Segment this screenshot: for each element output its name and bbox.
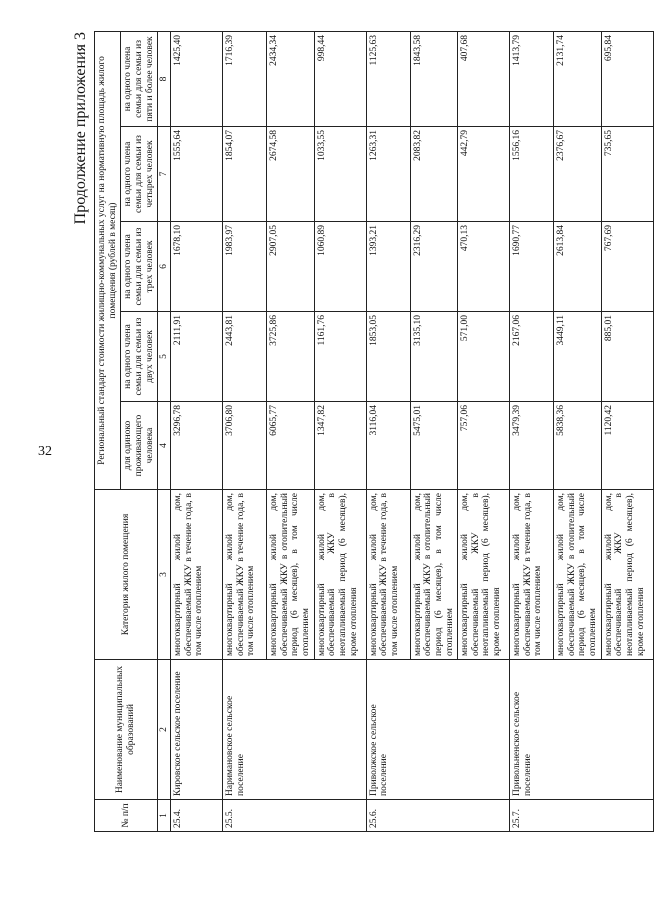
header-num: № п/п — [95, 800, 158, 832]
col-number: 7 — [158, 127, 171, 222]
cost-value: 571,00 — [458, 312, 510, 402]
header-col-two: на одного члена семьи для семьи из двух человек — [121, 312, 158, 402]
cost-value: 2443,81 — [223, 312, 267, 402]
cost-value: 2674,58 — [267, 127, 315, 222]
cost-value: 1983,97 — [223, 222, 267, 312]
housing-category: многоквартирный жилой дом, обеспечиваемый ЖКУ в неотапливаемый период (6 месяцев), кроме отопления — [314, 490, 366, 660]
cost-value: 2131,74 — [554, 31, 602, 126]
header-standard: Региональный стандарт стоимости жилищно-коммунальных услуг на нормативную площадь жилого помещения (рублей в месяц) — [95, 31, 121, 489]
table-row — [171, 31, 223, 831]
cost-value: 6065,77 — [267, 402, 315, 490]
cost-value: 1393,21 — [366, 222, 410, 312]
tariff-table — [94, 31, 654, 832]
cost-value: 1060,89 — [314, 222, 366, 312]
municipality-name: Приволжское сельское поселение — [366, 660, 510, 800]
cost-value: 3706,80 — [223, 402, 267, 490]
cost-value: 5475,01 — [410, 402, 458, 490]
cost-value: 735,65 — [601, 127, 653, 222]
municipality-name: Кировское сельское поселение — [171, 660, 223, 800]
cost-value: 1413,79 — [510, 31, 554, 126]
cost-value: 695,84 — [601, 31, 653, 126]
housing-category: многоквартирный жилой дом, обеспечиваемый ЖКУ в течение года, в том числе отоплением — [171, 490, 223, 660]
cost-value: 1555,64 — [171, 127, 223, 222]
row-number: 25.7. — [510, 800, 654, 832]
cost-value: 2083,82 — [410, 127, 458, 222]
cost-value: 2167,06 — [510, 312, 554, 402]
cost-value: 1690,77 — [510, 222, 554, 312]
cost-value: 5838,36 — [554, 402, 602, 490]
table-row — [366, 31, 410, 831]
municipality-name: Наримановское сельское поселение — [223, 660, 367, 800]
cost-value: 1125,63 — [366, 31, 410, 126]
header-municipality: Наименование муниципальных образований — [95, 660, 158, 800]
cost-value: 3296,78 — [171, 402, 223, 490]
continuation-label: Продолжение приложения 3 — [72, 32, 89, 225]
cost-value: 2434,34 — [267, 31, 315, 126]
cost-value: 3449,11 — [554, 312, 602, 402]
header-category: Категория жилого помещения — [95, 490, 158, 660]
page-number: 32 — [38, 444, 52, 459]
housing-category: многоквартирный жилой дом, обеспечиваемый ЖКУ в течение года, в том числе отоплением — [510, 490, 554, 660]
table-body — [171, 31, 654, 831]
row-number: 25.5. — [223, 800, 367, 832]
cost-value: 1843,58 — [410, 31, 458, 126]
col-number: 5 — [158, 312, 171, 402]
cost-value: 1263,31 — [366, 127, 410, 222]
row-number: 25.4. — [171, 800, 223, 832]
cost-value: 2907,05 — [267, 222, 315, 312]
cost-value: 442,79 — [458, 127, 510, 222]
housing-category: многоквартирный жилой дом, обеспечиваемый ЖКУ в отопительный период (6 месяцев), в том числе отоплением — [410, 490, 458, 660]
cost-value: 1853,05 — [366, 312, 410, 402]
rotated-page-content — [72, 32, 646, 832]
housing-category: многоквартирный жилой дом, обеспечиваемый ЖКУ в отопительный период (6 месяцев), в том числе отоплением — [554, 490, 602, 660]
housing-category: многоквартирный жилой дом, обеспечиваемый ЖКУ в течение года, в том числе отоплением — [223, 490, 267, 660]
header-col-five: на одного члена семьи для семьи из пяти и более человек — [121, 31, 158, 126]
cost-value: 1425,40 — [171, 31, 223, 126]
cost-value: 767,69 — [601, 222, 653, 312]
cost-value: 1678,10 — [171, 222, 223, 312]
col-number: 3 — [158, 490, 171, 660]
cost-value: 3479,39 — [510, 402, 554, 490]
cost-value: 2376,67 — [554, 127, 602, 222]
municipality-name: Привольненское сельское поселение — [510, 660, 654, 800]
cost-value: 885,01 — [601, 312, 653, 402]
cost-value: 2316,29 — [410, 222, 458, 312]
cost-value: 407,68 — [458, 31, 510, 126]
cost-value: 1347,82 — [314, 402, 366, 490]
col-number: 8 — [158, 31, 171, 126]
row-number: 25.6. — [366, 800, 510, 832]
cost-value: 757,06 — [458, 402, 510, 490]
cost-value: 1033,55 — [314, 127, 366, 222]
col-number: 1 — [158, 800, 171, 832]
cost-value: 1161,76 — [314, 312, 366, 402]
cost-value: 1716,39 — [223, 31, 267, 126]
cost-value: 3725,86 — [267, 312, 315, 402]
cost-value: 1120,42 — [601, 402, 653, 490]
cost-value: 1556,16 — [510, 127, 554, 222]
housing-category: многоквартирный жилой дом, обеспечиваемый ЖКУ в отопительный период (6 месяцев), в том числе отоплением — [267, 490, 315, 660]
header-col-four: на одного члена семьи для семьи из четырех человек — [121, 127, 158, 222]
cost-value: 470,13 — [458, 222, 510, 312]
cost-value: 2111,91 — [171, 312, 223, 402]
housing-category: многоквартирный жилой дом, обеспечиваемый ЖКУ в течение года, в том числе отоплением — [366, 490, 410, 660]
col-number: 2 — [158, 660, 171, 800]
cost-value: 3135,10 — [410, 312, 458, 402]
cost-value: 2613,84 — [554, 222, 602, 312]
header-col-three: на одного члена семьи для семьи из трех человек — [121, 222, 158, 312]
header-col-single: для одиноко проживающего человека — [121, 402, 158, 490]
housing-category: многоквартирный жилой дом, обеспечиваемый ЖКУ в неотапливаемый период (6 месяцев), кроме отопления — [601, 490, 653, 660]
cost-value: 3116,04 — [366, 402, 410, 490]
col-number: 6 — [158, 222, 171, 312]
table-row — [223, 31, 267, 831]
cost-value: 1854,07 — [223, 127, 267, 222]
table-row — [510, 31, 554, 831]
cost-value: 998,44 — [314, 31, 366, 126]
housing-category: многоквартирный жилой дом, обеспечиваемый ЖКУ в неотапливаемый период (6 месяцев), кроме отопления — [458, 490, 510, 660]
col-number: 4 — [158, 402, 171, 490]
